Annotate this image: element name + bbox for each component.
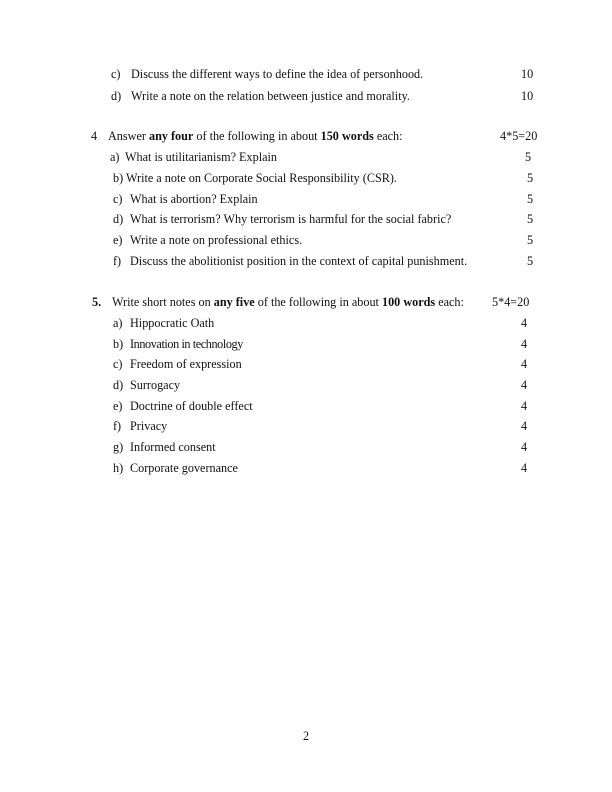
item-text: Freedom of expression xyxy=(130,357,242,371)
question-number: 5. xyxy=(92,295,102,309)
item-label: f) xyxy=(113,419,122,433)
question-5-heading xyxy=(0,294,612,310)
item-label: a) xyxy=(110,150,120,164)
item-text: Write a note on professional ethics. xyxy=(130,233,303,247)
list-item xyxy=(0,336,612,352)
item-label: g) xyxy=(113,440,124,454)
page-number: 2 xyxy=(302,729,310,743)
item-marks: 5 xyxy=(527,192,534,206)
question-total-marks: 5*4=20 xyxy=(492,295,530,309)
list-item xyxy=(0,66,612,82)
question-4-heading xyxy=(0,128,612,144)
item-label: b) xyxy=(113,171,124,185)
item-text: What is utilitarianism? Explain xyxy=(125,150,277,164)
item-label: d) xyxy=(113,212,124,226)
item-text: Corporate governance xyxy=(130,461,238,475)
item-label: d) xyxy=(111,89,122,103)
list-item xyxy=(0,315,612,331)
item-text: Write a note on Corporate Social Responsibility (CSR). xyxy=(126,171,397,185)
item-text: Discuss the different ways to define the idea of personhood. xyxy=(131,67,424,81)
list-item xyxy=(0,439,612,455)
item-label: c) xyxy=(113,357,123,371)
list-item xyxy=(0,232,612,248)
question-instruction: Answer any four of the following in about 150 words each: xyxy=(108,129,403,143)
item-label: e) xyxy=(113,233,123,247)
list-item xyxy=(0,377,612,393)
item-label: e) xyxy=(113,399,123,413)
list-item xyxy=(0,149,612,165)
item-marks: 4 xyxy=(521,461,528,475)
item-marks: 4 xyxy=(521,357,528,371)
item-marks: 10 xyxy=(521,89,534,103)
item-text: Discuss the abolitionist position in the context of capital punishment. xyxy=(130,254,468,268)
item-marks: 4 xyxy=(521,316,528,330)
item-label: h) xyxy=(113,461,124,475)
item-label: c) xyxy=(113,192,123,206)
item-marks: 10 xyxy=(521,67,534,81)
list-item xyxy=(0,88,612,104)
list-item xyxy=(0,170,612,186)
item-marks: 5 xyxy=(527,212,534,226)
list-item xyxy=(0,460,612,476)
item-marks: 5 xyxy=(527,254,534,268)
item-label: b) xyxy=(113,337,124,351)
item-marks: 5 xyxy=(525,150,532,164)
list-item xyxy=(0,398,612,414)
item-marks: 4 xyxy=(521,378,528,392)
item-marks: 4 xyxy=(521,337,528,351)
item-text: Innovation in technology xyxy=(130,337,243,351)
item-text: What is terrorism? Why terrorism is harmful for the social fabric? xyxy=(130,212,452,226)
item-text: Privacy xyxy=(130,419,168,433)
item-text: Hippocratic Oath xyxy=(130,316,215,330)
item-text: Surrogacy xyxy=(130,378,181,392)
item-text: Write a note on the relation between justice and morality. xyxy=(131,89,410,103)
item-label: f) xyxy=(113,254,122,268)
list-item xyxy=(0,356,612,372)
item-label: c) xyxy=(111,67,121,81)
item-marks: 4 xyxy=(521,419,528,433)
item-label: d) xyxy=(113,378,124,392)
question-total-marks: 4*5=20 xyxy=(500,129,538,143)
list-item xyxy=(0,418,612,434)
item-marks: 5 xyxy=(527,171,534,185)
list-item xyxy=(0,191,612,207)
item-marks: 4 xyxy=(521,440,528,454)
list-item xyxy=(0,211,612,227)
question-instruction: Write short notes on any five of the following in about 100 words each: xyxy=(112,295,464,309)
question-number: 4 xyxy=(91,129,98,143)
item-text: Doctrine of double effect xyxy=(130,399,253,413)
item-marks: 4 xyxy=(521,399,528,413)
item-text: What is abortion? Explain xyxy=(130,192,258,206)
list-item xyxy=(0,253,612,269)
item-label: a) xyxy=(113,316,123,330)
item-text: Informed consent xyxy=(130,440,216,454)
item-marks: 5 xyxy=(527,233,534,247)
